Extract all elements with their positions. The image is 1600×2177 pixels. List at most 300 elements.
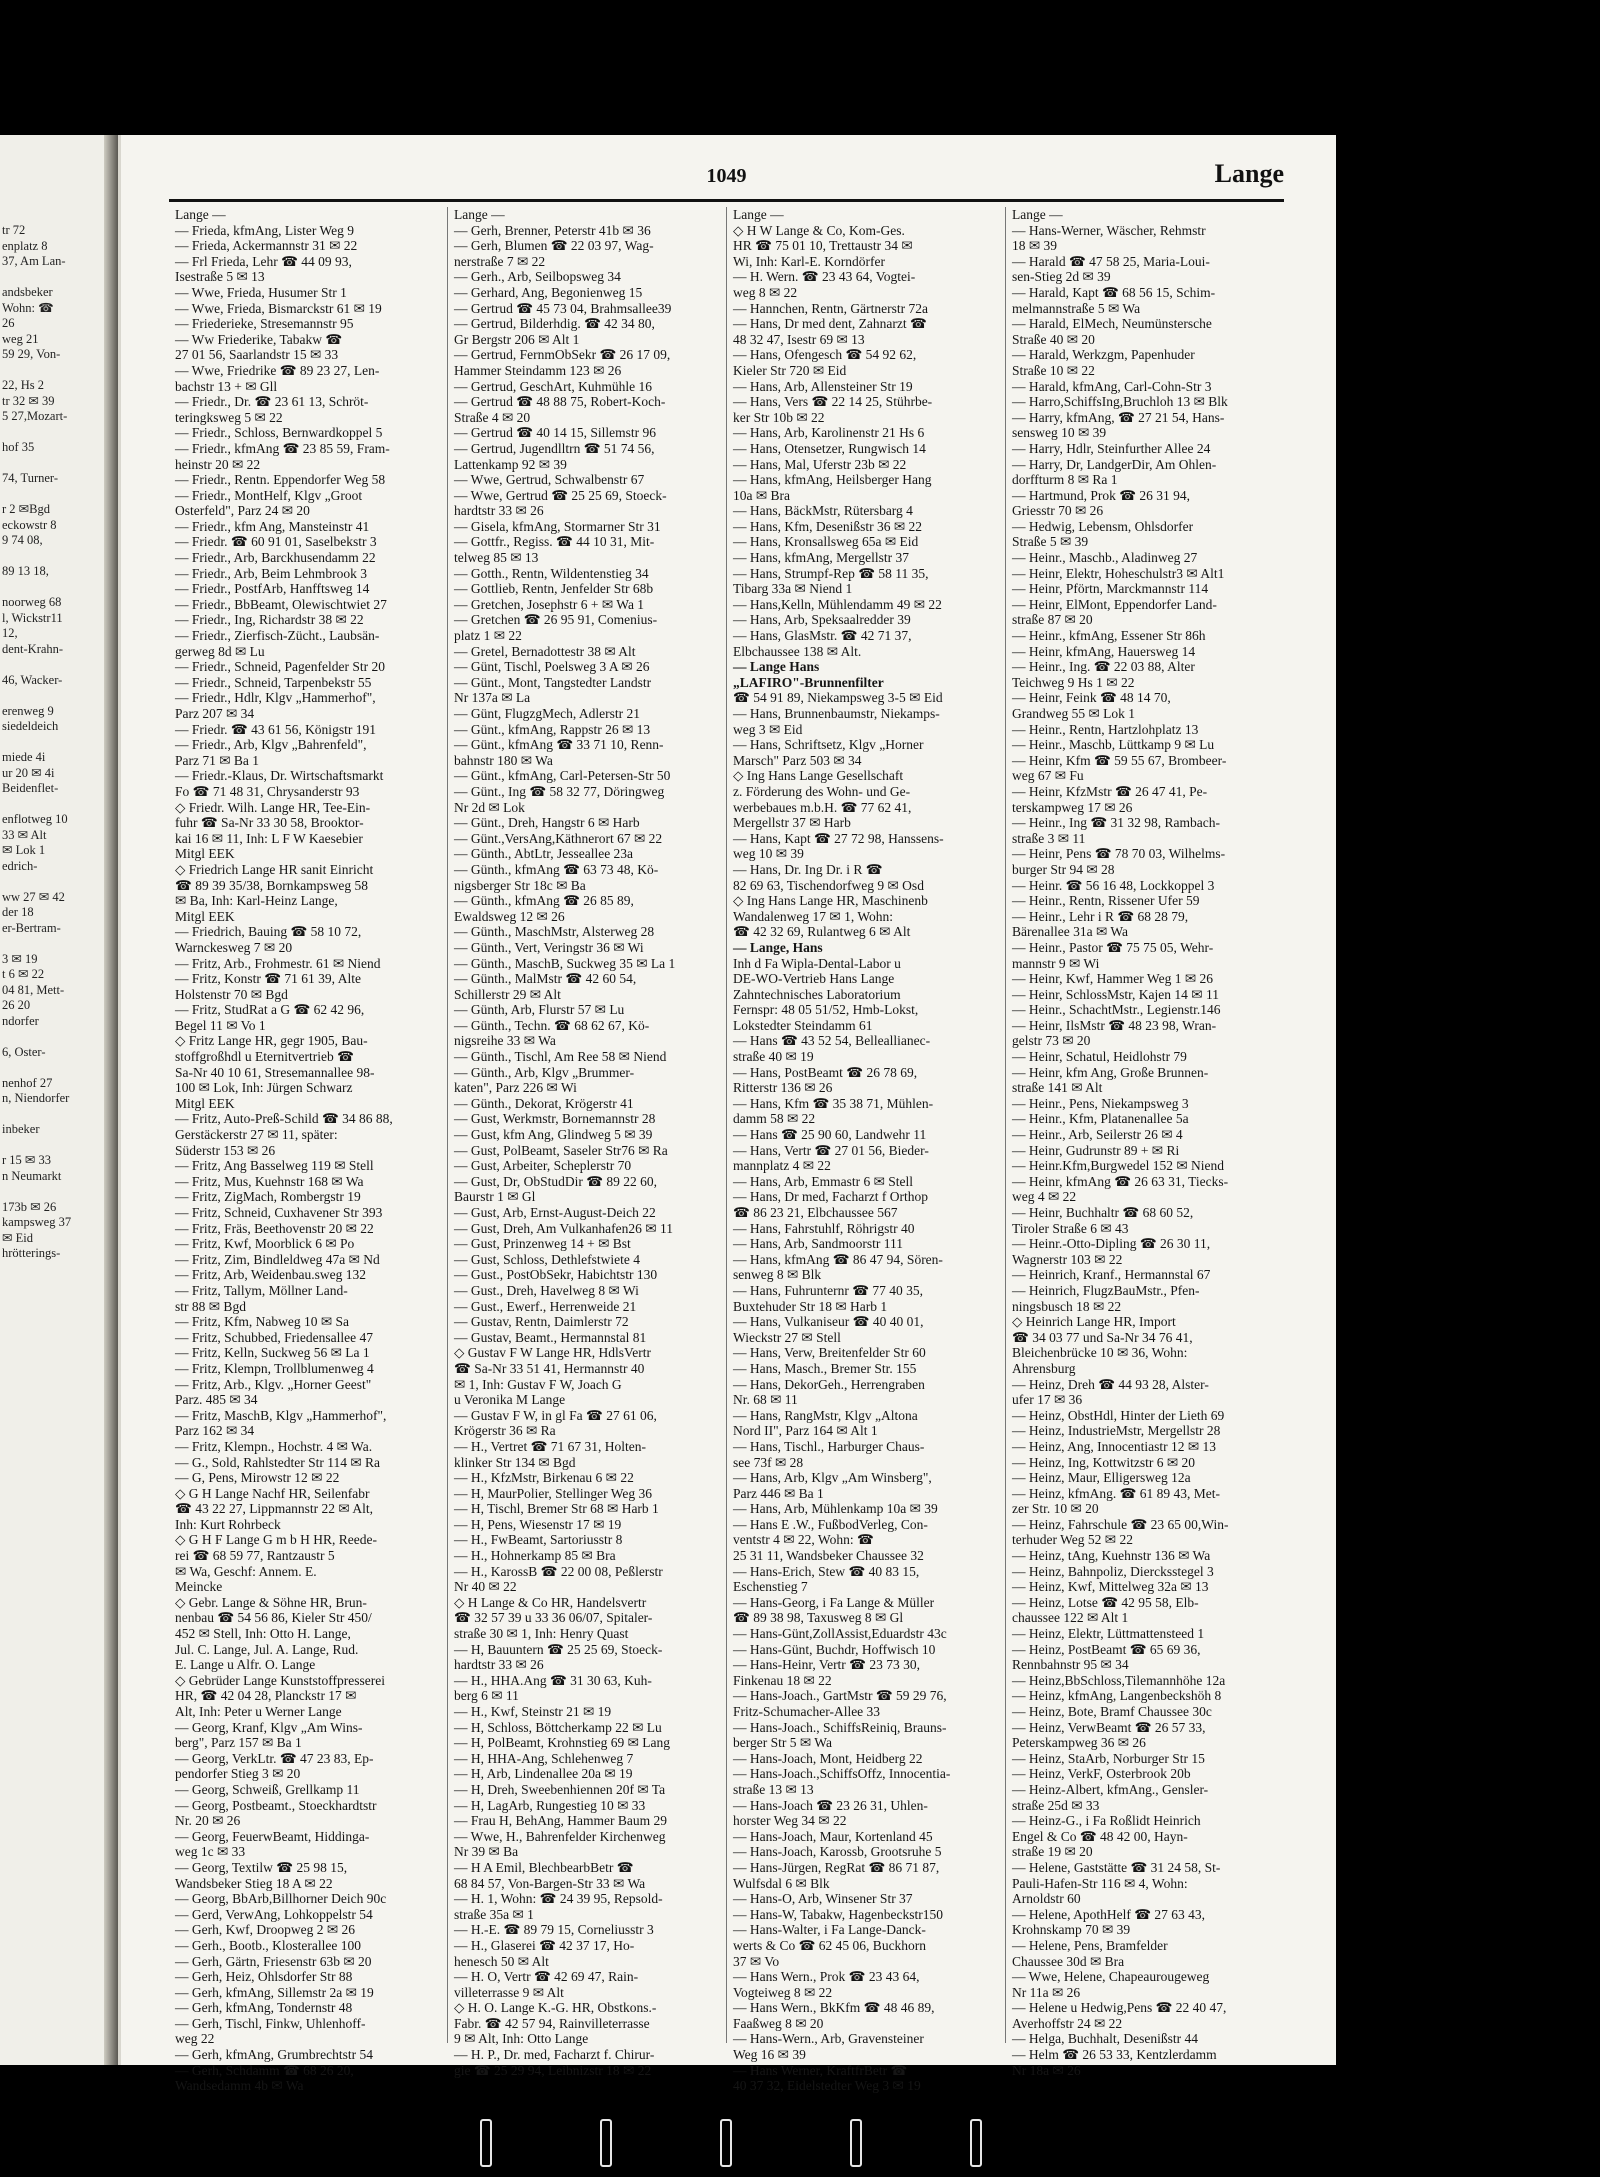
directory-entry-line: Wieckstr 27 ✉ Stell: [733, 1329, 841, 1345]
fragment-line: siedeldeich: [2, 719, 59, 733]
directory-entry-line: ☎ Sa-Nr 33 51 41, Hermannstr 40: [454, 1360, 645, 1376]
directory-entry-line: — Wwe, Helene, Chapeaurougeweg: [1012, 1969, 1210, 1985]
directory-entry-line: Gerstäckerstr 27 ✉ 11, später:: [175, 1127, 338, 1143]
directory-entry-line: — Friedr., Ing, Richardstr 38 ✉ 22: [175, 612, 364, 628]
fragment-line: [2, 456, 118, 472]
directory-entry-line: Schillerstr 29 ✉ Alt: [454, 986, 561, 1002]
sprocket-mark: [850, 2119, 862, 2167]
fragment-line: [2, 1107, 118, 1123]
directory-entry-line: — Günth., AbtLtr, Jesseallee 23a: [454, 846, 634, 862]
directory-entry-line: ◇ Gustav F W Lange HR, HdlsVertr: [454, 1345, 651, 1361]
fragment-line: 33 ✉ Alt: [2, 827, 47, 842]
directory-entry-line: sen-Stieg 2d ✉ 39: [1012, 269, 1111, 285]
directory-entry-line: Straße 4 ✉ 20: [454, 409, 531, 425]
directory-entry-line: — Harry, Hdlr, Steinfurther Allee 24: [1012, 440, 1211, 456]
directory-entry-line: 82 69 63, Tischendorfweg 9 ✉ Osd: [733, 877, 924, 893]
directory-entry-line: ◇ H. O. Lange K.-G. HR, Obstkons.-: [454, 2000, 657, 2016]
directory-entry-line: — Heinr., Ing ☎ 31 32 98, Rambach-: [1012, 815, 1221, 831]
directory-entry-line: ufer 17 ✉ 36: [1012, 1392, 1083, 1408]
directory-entry-line: — Heinr, Kfm ☎ 59 55 67, Brombeer-: [1012, 752, 1227, 768]
directory-entry-line: berger Str 5 ✉ Wa: [733, 1735, 832, 1751]
directory-entry-line: — Fritz, Arb., Klgv. „Horner Geest": [175, 1376, 372, 1392]
directory-entry-line: — Günth., MaschB, Suckweg 35 ✉ La 1: [454, 955, 676, 971]
directory-entry-line: — Helene, Pens, Bramfelder: [1012, 1937, 1168, 1953]
directory-entry-line: Wi, Inh: Karl-E. Korndörfer: [733, 253, 886, 269]
directory-entry-line: Ritterstr 136 ✉ 26: [733, 1080, 833, 1096]
directory-entry-line: — Heinz, Elektr, Lüttmattensteed 1: [1012, 1626, 1205, 1642]
directory-entry-line: — Hans, Schriftsetz, Klgv „Horner: [733, 737, 924, 753]
directory-entry-line: — Gustav, Rentn, Daimlerstr 72: [454, 1314, 629, 1330]
directory-entry-line: — Hans, RangMstr, Klgv „Altona: [733, 1407, 918, 1423]
directory-entry-line: — Fritz, Schubbed, Friedensallee 47: [175, 1329, 373, 1345]
directory-entry-line: — Gerh, Schdamm ☎ 68 26 20,: [175, 2062, 354, 2078]
directory-entry-line: klinker Str 134 ✉ Bgd: [454, 1454, 576, 1470]
directory-entry-line: — Helene, ApothHelf ☎ 27 63 43,: [1012, 1906, 1206, 1922]
directory-entry-line: — Fritz, Klempn, Trollblumenweg 4: [175, 1360, 374, 1376]
directory-entry-line: 25 31 11, Wandsbeker Chaussee 32: [733, 1548, 924, 1564]
directory-entry-line: Sa-Nr 40 10 61, Stresemannallee 98-: [175, 1064, 375, 1080]
fragment-line: miede 4i: [2, 750, 46, 764]
directory-page: [118, 135, 1336, 2094]
directory-entry-line: — Fritz, Konstr ☎ 71 61 39, Alte: [175, 971, 361, 987]
directory-entry-line: Wandsbeker Stieg 18 A ✉ 22: [175, 1875, 333, 1891]
directory-entry-line: Mitgl EEK: [175, 1095, 235, 1111]
fragment-line: inbeker: [2, 1122, 40, 1136]
directory-entry-line: — Hans, BäckMstr, Rütersbarg 4: [733, 503, 913, 519]
directory-entry-line: — Hans, Strumpf-Rep ☎ 58 11 35,: [733, 565, 929, 581]
directory-entry-line: — Heinz, IndustrieMstr, Mergellstr 28: [1012, 1423, 1221, 1439]
directory-entry-line: sensweg 10 ✉ 39: [1012, 425, 1107, 441]
directory-entry-line: 9 ✉ Alt, Inh: Otto Lange: [454, 2031, 589, 2047]
fragment-line: 22, Hs 2: [2, 378, 45, 392]
fragment-line: [2, 735, 118, 751]
directory-entry-line: — Heinr, Pförtn, Marckmannstr 114: [1012, 581, 1209, 597]
directory-entry-line: — Gustav, Beamt., Hermannstal 81: [454, 1329, 647, 1345]
directory-entry-line: — Hans Werner, KraftfrBetr ☎: [733, 2062, 908, 2078]
directory-entry-line: — Günt., Ing ☎ 58 32 77, Döringweg: [454, 783, 665, 799]
fragment-line: [2, 270, 118, 286]
directory-entry-line: — Gust, kfm Ang, Glindweg 5 ✉ 39: [454, 1127, 653, 1143]
directory-entry-line: Peterskampweg 36 ✉ 26: [1012, 1735, 1146, 1751]
directory-entry-line: — Fritz, Klempn., Hochstr. 4 ✉ Wa.: [175, 1438, 373, 1454]
directory-entry-line: Krögerstr 36 ✉ Ra: [454, 1423, 556, 1439]
fragment-line: ✉ Lok 1: [2, 843, 46, 857]
directory-entry-line: weg 3 ✉ Eid: [733, 721, 803, 737]
directory-entry-line: Nr 137a ✉ La: [454, 690, 531, 706]
directory-entry-line: Nr. 20 ✉ 26: [175, 1813, 241, 1829]
fragment-line: ✉ Eid: [2, 1230, 33, 1245]
directory-entry-line: — Heinz, PostBeamt ☎ 65 69 36,: [1012, 1641, 1201, 1657]
directory-entry-line: — Hans, Verw, Breitenfelder Str 60: [733, 1345, 926, 1361]
directory-entry-line: — Georg, Textilw ☎ 25 98 15,: [175, 1859, 348, 1875]
directory-entry-line: — Gust, Arb, Ernst-August-Deich 22: [454, 1205, 656, 1220]
previous-page-text: [0, 135, 118, 1262]
fragment-line: [2, 797, 118, 813]
directory-entry-line: Straße 10 ✉ 22: [1012, 362, 1095, 378]
directory-entry-line: 40 37 32, Eidelstedter Weg 3 ✉ 19: [733, 2078, 921, 2094]
directory-entry-line: ◇ Heinrich Lange HR, Import: [1012, 1314, 1176, 1330]
directory-entry-line: — Günth, Arb, Flurstr 57 ✉ Lu: [454, 1002, 625, 1018]
directory-entry-line: — Hans, Masch., Bremer Str. 155: [733, 1360, 917, 1376]
directory-entry-line: — H., Vertret ☎ 71 67 31, Holten-: [454, 1438, 647, 1454]
directory-entry-line: — Hans-Joach, Karossb, Grootsruhe 5: [733, 1844, 942, 1860]
directory-entry-line: weg 1c ✉ 33: [175, 1844, 246, 1860]
directory-entry-line: — Heinr. ☎ 56 16 48, Lockkoppel 3: [1012, 877, 1215, 893]
previous-page-fragment: [0, 135, 118, 2065]
directory-entry-line: ✉ 1, Inh: Gustav F W, Joach G: [454, 1376, 622, 1392]
directory-entry-line: — Fritz, Kelln, Suckweg 56 ✉ La 1: [175, 1345, 370, 1361]
directory-entry-line: — Wwe, Gertrud, Schwalbenstr 67: [454, 472, 645, 488]
sprocket-mark: [970, 2119, 982, 2167]
directory-entry-line: — Heinz, Dreh ☎ 44 93 28, Alster-: [1012, 1376, 1209, 1392]
directory-entry-line: — Gretchen, Josephstr 6 + ✉ Wa 1: [454, 596, 645, 612]
directory-entry-line: — Hans-Joach, Maur, Kortenland 45: [733, 1828, 933, 1844]
column-heading: Lange —: [1012, 207, 1063, 222]
directory-entry-line: ◇ Gebr. Lange & Söhne HR, Brun-: [175, 1594, 367, 1610]
directory-entry-line: — Hans, Dr med dent, Zahnarzt ☎: [733, 316, 927, 332]
directory-entry-line: — Hans, Fuhrunternr ☎ 77 40 35,: [733, 1282, 924, 1298]
directory-entry-line: — H., KarossB ☎ 22 00 08, Peßlerstr: [454, 1563, 663, 1579]
directory-entry-line: HR, ☎ 42 04 28, Planckstr 17 ✉: [175, 1688, 357, 1704]
directory-entry-line: Begel 11 ✉ Vo 1: [175, 1017, 266, 1033]
directory-entry-line: — Gerh, kfmAng, Tondernstr 48: [175, 2000, 353, 2016]
directory-entry-line: — Heinr., Ing. ☎ 22 03 88, Alter: [1012, 659, 1195, 675]
directory-entry-line: ☎ 42 32 69, Rulantweg 6 ✉ Alt: [733, 924, 911, 940]
directory-entry-line: — Hans, kfmAng, Heilsberger Hang: [733, 472, 932, 488]
directory-entry-line: — Heinr., Rentn, Hartzlohplatz 13: [1012, 721, 1199, 737]
directory-entry-line: — Günth., Arb, Klgv „Brummer-: [454, 1064, 635, 1080]
directory-entry-line: villeterrasse 9 ✉ Alt: [454, 1984, 564, 2000]
film-sprocket-marks: [0, 2107, 1600, 2177]
directory-entry-line: Mergellstr 37 ✉ Harb: [733, 815, 851, 831]
directory-entry-line: Teichweg 9 Hs 1 ✉ 22: [1012, 674, 1135, 690]
directory-entry-line: — Günth., kfmAng ☎ 26 85 89,: [454, 893, 634, 909]
directory-entry-line: — Heinr., Pens, Niekampsweg 3: [1012, 1095, 1189, 1111]
directory-entry-line: — Friedr.-Klaus, Dr. Wirtschaftsmarkt: [175, 768, 384, 784]
directory-entry-line: Hammer Steindamm 123 ✉ 26: [454, 362, 622, 378]
directory-entry-line: katen", Parz 226 ✉ Wi: [454, 1080, 577, 1096]
fragment-line: noorweg 68: [2, 595, 62, 609]
directory-entry-line: see 73f ✉ 28: [733, 1454, 804, 1470]
directory-entry-line: Krohnskamp 70 ✉ 39: [1012, 1922, 1131, 1938]
directory-entry-line: — Fritz, StudRat a G ☎ 62 42 96,: [175, 1002, 365, 1018]
directory-entry-line: — Hans, Kfm ☎ 35 38 71, Mühlen-: [733, 1095, 934, 1111]
directory-entry-line: — Friedr., MontHelf, Klgv „Groot: [175, 487, 363, 503]
directory-entry-line: — H, LagArb, Rungestieg 10 ✉ 33: [454, 1797, 646, 1813]
directory-entry-line: gerweg 8d ✉ Lu: [175, 643, 265, 659]
directory-entry-line: — Wwe, Friedrike ☎ 89 23 27, Len-: [175, 362, 380, 378]
directory-entry-line: — Friedr., Arb, Klgv „Bahrenfeld",: [175, 737, 367, 753]
directory-entry-line: Kieler Str 720 ✉ Eid: [733, 362, 847, 378]
directory-entry-line: — Fritz, Arb., Frohmestr. 61 ✉ Niend: [175, 955, 381, 971]
directory-entry-line: rei ☎ 68 59 77, Rantzaustr 5: [175, 1548, 335, 1564]
directory-entry-line: straße 141 ✉ Alt: [1012, 1080, 1103, 1096]
directory-entry-line: gelstr 73 ✉ 20: [1012, 1033, 1091, 1049]
directory-entry-line: — Günt., kfmAng, Carl-Petersen-Str 50: [454, 768, 671, 784]
directory-entry-line: Warnckesweg 7 ✉ 20: [175, 939, 293, 955]
directory-entry-line: — Friedr., Schneid, Tarpenbekstr 55: [175, 674, 372, 690]
directory-entry-line: Fernspr: 48 05 51/52, Hmb-Lokst,: [733, 1002, 919, 1018]
directory-entry-line: 48 32 47, Isestr 69 ✉ 13: [733, 331, 865, 347]
directory-entry-line: straße 35a ✉ 1: [454, 1906, 534, 1922]
directory-entry-line: — Frl Frieda, Lehr ☎ 44 09 93,: [175, 253, 352, 269]
directory-entry-line: — Hans, Dr med, Facharzt f Orthop: [733, 1189, 928, 1205]
directory-entry-line: — Gust, Schloss, Dethlefstwiete 4: [454, 1251, 640, 1267]
directory-entry-line: Nr 39 ✉ Ba: [454, 1844, 519, 1860]
directory-entry-line: — Gertrud ☎ 40 14 15, Sillemstr 96: [454, 425, 657, 441]
directory-entry-line: ☎ 32 57 39 u 33 36 06/07, Spitaler-: [454, 1610, 653, 1626]
directory-entry-line: — Harald, Kapt ☎ 68 56 15, Schim-: [1012, 284, 1216, 300]
directory-entry-line: — Hans, PostBeamt ☎ 26 78 69,: [733, 1064, 918, 1080]
fragment-line: [2, 425, 118, 441]
directory-entry-line: — Friedr., Zierfisch-Zücht., Laubsän-: [175, 628, 380, 644]
directory-entry-line: — Hannchen, Rentn, Gärtnerstr 72a: [733, 300, 928, 316]
directory-entry-line: Tiroler Straße 6 ✉ 43: [1012, 1220, 1129, 1236]
directory-entry-line: — Heinr, Elektr, Hoheschulstr3 ✉ Alt1: [1012, 565, 1225, 581]
directory-entry-line: Inh: Kurt Rohrbeck: [175, 1516, 281, 1532]
directory-entry-line: — Gerh., Arb, Seilbopsweg 34: [454, 269, 621, 285]
directory-column: [447, 207, 726, 2078]
directory-entry-line: Mitgl EEK: [175, 908, 235, 924]
directory-entry-line: — Hans-O, Arb, Winsener Str 37: [733, 1891, 913, 1907]
fragment-line: der 18: [2, 905, 34, 919]
fragment-line: ndorfer: [2, 1013, 39, 1028]
directory-entry-line: — Frieda, Ackermannstr 31 ✉ 22: [175, 238, 358, 254]
directory-entry-line: Weg 16 ✉ 39: [733, 2047, 806, 2063]
directory-entry-line: — Hans, Otensetzer, Rungwisch 14: [733, 440, 926, 456]
directory-entry-line: straße 87 ✉ 20: [1012, 612, 1093, 628]
directory-entry-line: Fritz-Schumacher-Allee 33: [733, 1704, 881, 1719]
directory-entry-line: — Friedr., Hdlr, Klgv „Hammerhof",: [175, 690, 376, 706]
directory-entry-line: — Hedwig, Lebensm, Ohlsdorfer: [1012, 518, 1194, 534]
directory-entry-line: — Helene, Gaststätte ☎ 31 24 58, St-: [1012, 1859, 1221, 1875]
directory-entry-line: heinstr 20 ✉ 22: [175, 456, 261, 472]
directory-entry-line: — Harald, ElMech, Neumünstersche: [1012, 316, 1212, 332]
directory-entry-line: nigsreihe 33 ✉ Wa: [454, 1033, 556, 1049]
directory-entry-line: Wagnerstr 103 ✉ 22: [1012, 1251, 1123, 1267]
directory-entry-line: bahnstr 180 ✉ Wa: [454, 752, 553, 768]
column-heading: Lange —: [733, 207, 784, 222]
directory-entry-line: ventstr 4 ✉ 22, Wohn: ☎: [733, 1532, 874, 1548]
directory-entry-line: — Heinr., Rentn, Rissener Ufer 59: [1012, 893, 1200, 909]
directory-entry-line: chaussee 122 ✉ Alt 1: [1012, 1610, 1129, 1626]
directory-entry-line: — Hans ☎ 25 90 60, Landwehr 11: [733, 1127, 927, 1143]
directory-entry-line: — Günt, Tischl, Poelsweg 3 A ✉ 26: [454, 659, 650, 675]
directory-entry-line: berg 6 ✉ 11: [454, 1688, 519, 1704]
directory-entry-line: — Friedr., kfm Ang, Mansteinstr 41: [175, 518, 370, 534]
directory-entry-line: ◇ Friedrich Lange HR sanit Einricht: [175, 861, 374, 877]
directory-entry-line: damm 58 ✉ 22: [733, 1111, 816, 1127]
directory-entry-line: — H. O, Vertr ☎ 42 69 47, Rain-: [454, 1969, 639, 1985]
directory-entry-line: weg 22: [175, 2031, 215, 2047]
directory-entry-line: horster Weg 34 ✉ 22: [733, 1813, 847, 1829]
directory-entry-line: platz 1 ✉ 22: [454, 628, 522, 644]
directory-entry-line: — H., Glaserei ☎ 42 37 17, Ho-: [454, 1937, 635, 1953]
directory-entry-line: Straße 40 ✉ 20: [1012, 331, 1095, 347]
directory-entry-line: — Hans, Tischl., Harburger Chaus-: [733, 1438, 925, 1454]
directory-entry-line: Griesstr 70 ✉ 26: [1012, 503, 1104, 519]
directory-entry-line: Nr 2d ✉ Lok: [454, 799, 525, 815]
fragment-line: andsbeker: [2, 285, 53, 299]
directory-entry-line: — Wwe, Frieda, Husumer Str 1: [175, 284, 347, 300]
directory-entry-line: — H., HHA.Ang ☎ 31 30 63, Kuh-: [454, 1672, 652, 1688]
directory-entry-line: — Hans, Vertr ☎ 27 01 56, Bieder-: [733, 1142, 929, 1158]
directory-entry-line: — Heinr, ElMont, Eppendorfer Land-: [1012, 596, 1217, 612]
directory-entry-line: — Fritz, Schneid, Cuxhavener Str 393: [175, 1205, 383, 1220]
fragment-line: 89 13 18,: [2, 564, 49, 578]
running-head: Lange: [1214, 159, 1284, 188]
directory-entry-line: — Hans-Georg, i Fa Lange & Müller: [733, 1594, 935, 1610]
fragment-line: [2, 688, 118, 704]
directory-entry-line: — Gust, Arbeiter, Scheplerstr 70: [454, 1158, 632, 1174]
directory-entry-line: E. Lange u Alfr. O. Lange: [175, 1657, 316, 1673]
directory-entry-line: — Helm ☎ 26 53 33, Kentzlerdamm: [1012, 2047, 1217, 2063]
directory-entry-line: Wandsedamm 4b ✉ Wa: [175, 2078, 304, 2094]
directory-entry-line: weg 67 ✉ Fu: [1012, 768, 1084, 784]
directory-entry-line: Averhoffstr 24 ✉ 22: [1012, 2015, 1123, 2031]
directory-entry-line: — Hans-Joach ☎ 23 26 31, Uhlen-: [733, 1797, 928, 1813]
directory-entry-line: melmannstraße 5 ✉ Wa: [1012, 300, 1141, 316]
fragment-line: r 2 ✉Bgd: [2, 502, 50, 516]
directory-entry-line: 18 ✉ 39: [1012, 238, 1058, 254]
directory-entry-line: — Friedr., Schloss, Bernwardkoppel 5: [175, 425, 383, 441]
fragment-line: 74, Turner-: [2, 471, 59, 485]
directory-entry-line: — Hans-Joach, Mont, Heidberg 22: [733, 1750, 923, 1766]
directory-entry-line: — Hans, Brunnenbaumstr, Niekamps-: [733, 706, 940, 721]
directory-entry-line: — Heinr, Feink ☎ 48 14 70,: [1012, 690, 1171, 706]
directory-entry-line: — Hans-Heinr, Vertr ☎ 23 73 30,: [733, 1657, 920, 1673]
directory-entry-line: — Harry, Dr, LandgerDir, Am Ohlen-: [1012, 456, 1217, 472]
fragment-line: Beidenflet-: [2, 781, 59, 795]
directory-entry-line: — Hans-Walter, i Fa Lange-Danck-: [733, 1922, 926, 1938]
book-gutter: [104, 135, 118, 2065]
fragment-line: [2, 1184, 118, 1200]
directory-entry-line: — Gust, Dreh, Am Vulkanhafen26 ✉ 11: [454, 1220, 673, 1236]
fragment-line: 173b ✉ 26: [2, 1199, 57, 1214]
directory-column: [1005, 207, 1284, 2078]
directory-entry-line: — Heinr, Buchhaltr ☎ 68 60 52,: [1012, 1205, 1194, 1220]
directory-entry-line: Süderstr 153 ✉ 26: [175, 1142, 276, 1158]
directory-entry-line: — Gustav F W, in gl Fa ☎ 27 61 06,: [454, 1407, 657, 1423]
directory-entry-line: Wulfsdal 6 ✉ Blk: [733, 1875, 830, 1891]
directory-entry-line: hardtstr 33 ✉ 26: [454, 503, 544, 519]
fragment-line: [2, 363, 118, 379]
directory-entry-line: — Heinz, kfmAng, Langenbeckshöh 8: [1012, 1688, 1222, 1704]
fragment-line: 26 20: [2, 998, 31, 1012]
fragment-line: ww 27 ✉ 42: [2, 889, 65, 904]
directory-entry-line: ◇ H Lange & Co HR, Handelsvertr: [454, 1594, 647, 1610]
directory-entry-line: — Georg, VerkLtr. ☎ 47 23 83, Ep-: [175, 1750, 374, 1766]
fragment-line: hrötterings-: [2, 1246, 61, 1260]
directory-entry-line: telweg 85 ✉ 13: [454, 550, 539, 566]
directory-entry-line: zer Str. 10 ✉ 20: [1012, 1501, 1099, 1517]
directory-entry-line: — Harry, kfmAng, ☎ 27 21 54, Hans-: [1012, 409, 1225, 425]
directory-entry-line: — Günth., Techn. ☎ 68 62 67, Kö-: [454, 1017, 650, 1033]
directory-entry-line: Osterfeld", Parz 24 ✉ 20: [175, 503, 310, 519]
directory-entry-line: — Gertrud, Jugendlltrn ☎ 51 74 56,: [454, 440, 655, 456]
directory-entry-line: — Heinr, SchlossMstr, Kajen 14 ✉ 11: [1012, 986, 1219, 1002]
directory-entry-line: teringksweg 5 ✉ 22: [175, 409, 283, 425]
directory-entry-line: — Heinz, Ing, Kottwitzstr 6 ✉ 20: [1012, 1454, 1196, 1470]
directory-entry-line: — Friedr., Schneid, Pagenfelder Str 20: [175, 659, 385, 675]
directory-entry-line: — Heinz, Lotse ☎ 42 95 58, Elb-: [1012, 1594, 1199, 1610]
directory-entry-line: — H, Bauuntern ☎ 25 25 69, Stoeck-: [454, 1641, 663, 1657]
directory-entry-line: — Hans, Vulkaniseur ☎ 40 40 01,: [733, 1314, 924, 1330]
directory-entry-line: — Hans, Fahrstuhlf, Röhrigstr 40: [733, 1220, 915, 1236]
directory-entry-line: Ewaldsweg 12 ✉ 26: [454, 908, 565, 924]
directory-entry-line: Lokstedter Steindamm 61: [733, 1017, 873, 1033]
directory-entry-line: Nr. 68 ✉ 11: [733, 1392, 798, 1408]
fragment-line: [2, 874, 118, 890]
directory-entry-line: — Gerh, Blumen ☎ 22 03 97, Wag-: [454, 238, 654, 254]
directory-entry-line: Meincke: [175, 1579, 223, 1595]
directory-entry-line: — Fritz, ZigMach, Rombergstr 19: [175, 1189, 361, 1205]
directory-entry-line: — Heinr., Lehr i R ☎ 68 28 79,: [1012, 908, 1189, 924]
directory-entry-line: Inh d Fa Wipla-Dental-Labor u: [733, 955, 901, 971]
sprocket-mark: [480, 2119, 492, 2167]
directory-entry-line: straße 25d ✉ 33: [1012, 1797, 1100, 1813]
directory-entry-line: — Heinr.-Otto-Dipling ☎ 26 30 11,: [1012, 1236, 1211, 1252]
directory-entry-line: — Friedr., Arb, Beim Lehmbrook 3: [175, 565, 367, 581]
directory-entry-line: — Heinr., Kfm, Platanenallee 5a: [1012, 1111, 1189, 1127]
fragment-line: [2, 1060, 118, 1076]
directory-entry-line: — Gotth., Rentn, Wildentenstieg 34: [454, 565, 649, 581]
directory-entry-line: — H, Arb, Lindenallee 20a ✉ 19: [454, 1766, 633, 1782]
directory-entry-line: — H, MaurPolier, Stellinger Weg 36: [454, 1485, 652, 1501]
directory-entry-line: — Günth., Dekorat, Krögerstr 41: [454, 1095, 634, 1111]
directory-entry-line: — Heinr., Maschb., Aladinweg 27: [1012, 550, 1198, 566]
directory-entry-line: — Heinr., Pastor ☎ 75 75 05, Wehr-: [1012, 939, 1214, 955]
directory-entry-line: — Hans-Günt, Buchdr, Hoffwisch 10: [733, 1641, 936, 1657]
directory-entry-line: nenbau ☎ 54 56 86, Kieler Str 450/: [175, 1610, 372, 1626]
directory-entry-line: — Wwe, Frieda, Bismarckstr 61 ✉ 19: [175, 300, 382, 316]
directory-entry-line: senweg 8 ✉ Blk: [733, 1267, 822, 1283]
directory-entry-line: — Günth., MaschMstr, Alsterweg 28: [454, 924, 655, 940]
fragment-line: Wohn: ☎: [2, 300, 54, 315]
directory-entry-line: ◇ G H Lange Nachf HR, Seilenfabr: [175, 1485, 370, 1501]
directory-entry-line: — Gerh, kfmAng, Sillemstr 2a ✉ 19: [175, 1984, 374, 2000]
directory-entry-line: ☎ 89 38 98, Taxusweg 8 ✉ Gl: [733, 1610, 904, 1626]
directory-entry-line: — Gust., Dreh, Havelweg 8 ✉ Wi: [454, 1282, 639, 1298]
directory-entry-line: — Lange Hans: [733, 659, 820, 675]
directory-entry-line: 452 ✉ Stell, Inh: Otto H. Lange,: [175, 1626, 351, 1642]
fragment-line: [2, 580, 118, 596]
directory-entry-line: mannstr 9 ✉ Wi: [1012, 955, 1100, 971]
fragment-line: 6, Oster-: [2, 1044, 46, 1059]
directory-entry-line: — Hans, Dr. Ing Dr. i R ☎: [733, 861, 883, 877]
directory-entry-line: Nord II", Parz 164 ✉ Alt 1: [733, 1423, 878, 1439]
directory-entry-line: — Hans-W, Tabakw, Hagenbeckstr150: [733, 1906, 944, 1922]
fragment-line: 9 74 08,: [2, 533, 43, 547]
directory-entry-line: — Heinz, Maur, Elligersweg 12a: [1012, 1470, 1191, 1486]
directory-entry-line: — Friedr., Dr. ☎ 23 61 13, Schröt-: [175, 394, 369, 410]
directory-entry-line: 27 01 56, Saarlandstr 15 ✉ 33: [175, 347, 339, 363]
directory-entry-line: Jul. C. Lange, Jul. A. Lange, Rud.: [175, 1641, 359, 1657]
directory-entry-line: — Hans, Arb, Mühlenkamp 10a ✉ 39: [733, 1501, 938, 1517]
directory-entry-line: — H, PolBeamt, Krohnstieg 69 ✉ Lang: [454, 1735, 671, 1751]
directory-entry-line: — Hans Wern., BkKfm ☎ 48 46 89,: [733, 2000, 935, 2016]
directory-entry-line: — Gerh., Bootb., Klosterallee 100: [175, 1937, 361, 1953]
directory-entry-line: straße 19 ✉ 20: [1012, 1844, 1093, 1860]
directory-entry-line: Wandalenweg 17 ✉ 1, Wohn:: [733, 908, 893, 924]
directory-entry-line: Arnoldstr 60: [1012, 1891, 1081, 1907]
directory-entry-line: Finkenau 18 ✉ 22: [733, 1672, 832, 1688]
directory-entry-line: — Hans Wern., Prok ☎ 23 43 64,: [733, 1969, 920, 1985]
directory-entry-line: — Hans, Kapt ☎ 27 72 98, Hanssens-: [733, 830, 944, 846]
directory-entry-line: — Heinz-G., i Fa Roßlidt Heinrich: [1012, 1813, 1201, 1829]
directory-entry-line: ✉ Wa, Geschf: Annem. E.: [175, 1563, 317, 1579]
directory-entry-line: — Ww Friederike, Tabakw ☎: [175, 331, 343, 347]
